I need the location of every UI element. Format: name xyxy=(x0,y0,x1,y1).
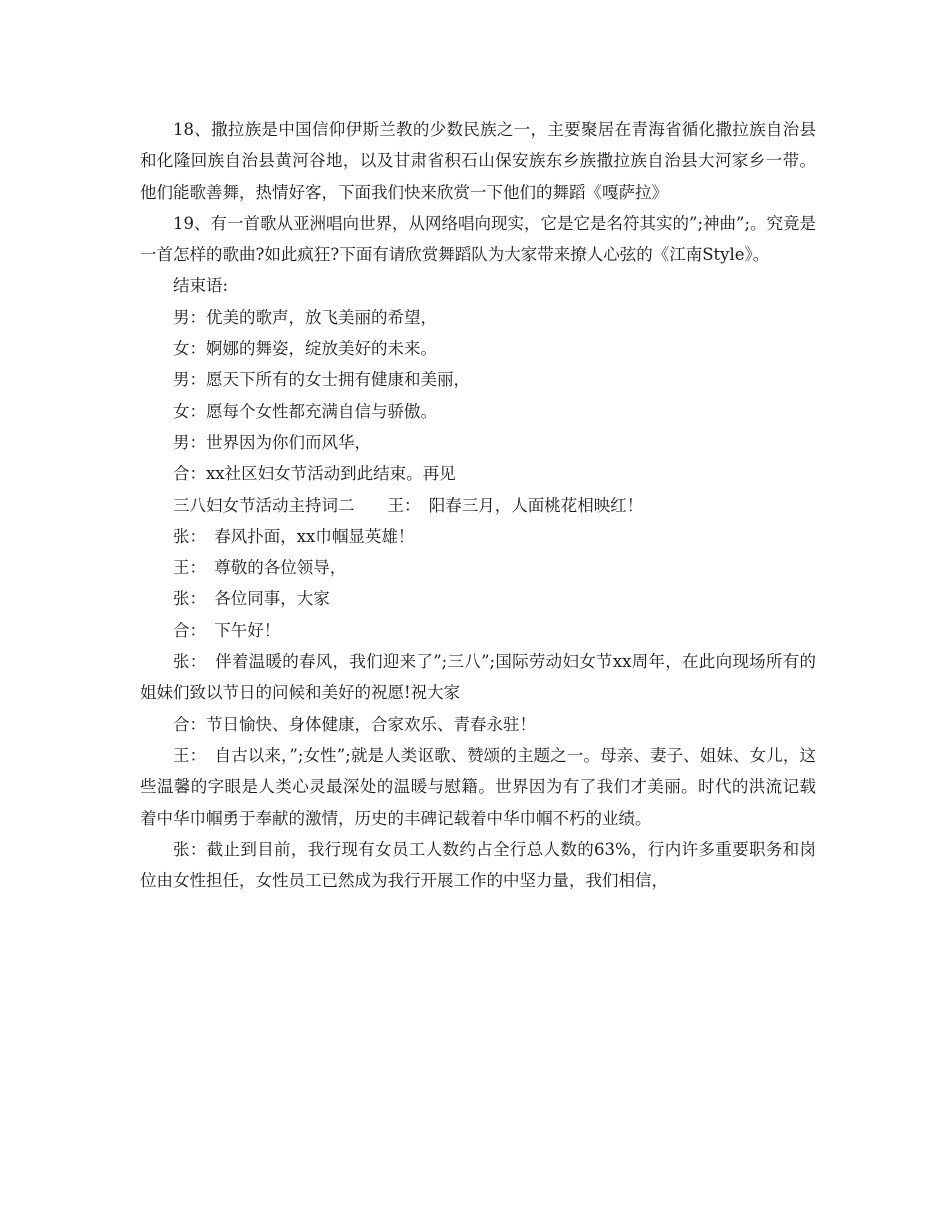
script-two-title-line: 三八妇女节活动主持词二 王： 阳春三月，人面桃花相映红！ xyxy=(173,495,644,515)
script-two-wang-2: 王： 自古以来，”;女性”;就是人类讴歌、赞颂的主题之一。母亲、妻子、姐妹、女儿，这些温馨的字眼是人类心灵最深处的温暖与慰籍。世界因为有了我们才美丽。时代的洪流记载着中华巾帼勇于奉献的激情，历史的丰碑记载着中华巾帼不朽的业绩。 xyxy=(140,745,816,828)
paragraph-18-salar-dance: 18、撒拉族是中国信仰伊斯兰教的少数民族之一，主要聚居在青海省循化撒拉族自治县和化隆回族自治县黄河谷地，以及甘肃省积石山保安族东乡族撒拉族自治县大河家乡一带。他们能歌善舞，热情好客，下面我们快来欣赏一下他们的舞蹈《嘎萨拉》 xyxy=(140,120,816,202)
closing-line-male-1: 男：优美的歌声，放飞美丽的希望， xyxy=(173,307,437,327)
script-two-zhang-2: 张： 各位同事，大家 xyxy=(173,589,330,609)
script-two-together-1: 合： 下午好！ xyxy=(173,620,281,640)
closing-line-together: 合：xx社区妇女节活动到此结束。再见 xyxy=(173,464,456,484)
script-two-wang-1: 王： 尊敬的各位领导， xyxy=(173,558,347,578)
closing-line-female-2: 女：愿每个女性都充满自信与骄傲。 xyxy=(173,401,437,421)
script-two-zhang-3: 张： 伴着温暖的春风，我们迎来了”;三八”;国际劳动妇女节xx周年，在此向现场所有的姐妹们致以节日的问候和美好的祝愿!祝大家 xyxy=(140,652,816,703)
script-two-together-2: 合：节日愉快、身体健康，合家欢乐、青春永驻！ xyxy=(173,714,536,734)
script-two-zhang-1: 张： 春风扑面，xx巾帼显英雄！ xyxy=(173,526,415,546)
closing-line-male-2: 男：愿天下所有的女士拥有健康和美丽， xyxy=(173,370,470,390)
paragraph-19-gangnam-style: 19、有一首歌从亚洲唱向世界，从网络唱向现实，它是它是名符其实的”;神曲”;。究竟是一首怎样的歌曲?如此疯狂?下面有请欣赏舞蹈队为大家带来撩人心弦的《江南Style》。 xyxy=(140,213,817,265)
script-two-zhang-4: 张：截止到目前，我行现有女员工人数约占全行总人数的63%，行内许多重要职务和岗位由女性担任，女性员工已然成为我行开展工作的中坚力量，我们相信， xyxy=(140,839,816,891)
closing-heading: 结束语: xyxy=(173,276,229,296)
document-body xyxy=(140,114,816,896)
closing-line-female-1: 女：婀娜的舞姿，绽放美好的未来。 xyxy=(173,339,437,359)
closing-line-male-3: 男：世界因为你们而风华， xyxy=(173,432,371,452)
